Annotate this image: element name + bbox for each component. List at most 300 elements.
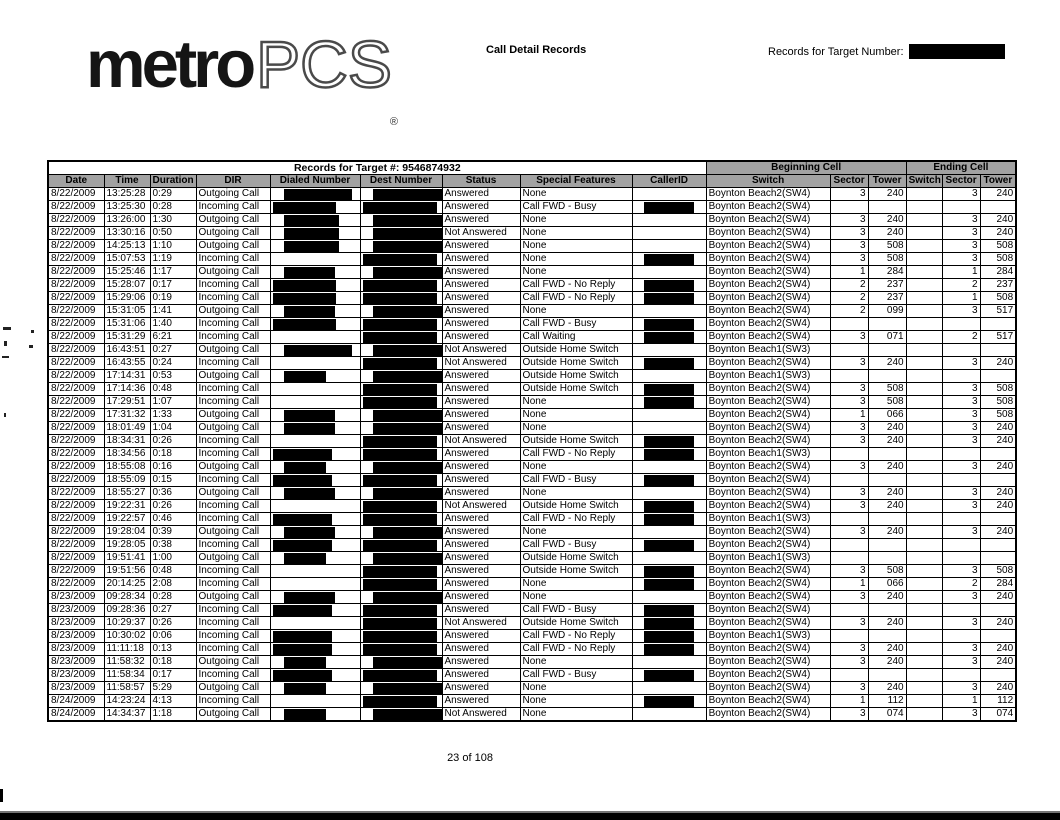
cell-time: 18:55:27 — [104, 487, 150, 500]
table-row — [48, 513, 1016, 526]
cell-dialed-number — [270, 344, 360, 357]
cell-end-tower: 508 — [980, 383, 1016, 396]
cell-end-tower: 508 — [980, 565, 1016, 578]
cell-dest-number — [360, 435, 442, 448]
redaction-box — [373, 306, 443, 317]
cell-begin-switch: Boynton Beach2(SW4) — [706, 656, 830, 669]
cell-begin-tower — [868, 669, 906, 682]
cell-begin-switch: Boynton Beach1(SW3) — [706, 513, 830, 526]
cell-end-sector: 3 — [942, 357, 980, 370]
cell-duration: 1:41 — [150, 305, 196, 318]
cell-dest-number — [360, 344, 442, 357]
cell-end-switch — [906, 487, 942, 500]
records-table-container — [47, 160, 1017, 722]
cell-duration: 0:17 — [150, 669, 196, 682]
cell-begin-sector — [830, 474, 868, 487]
cell-begin-switch: Boynton Beach2(SW4) — [706, 318, 830, 331]
cell-begin-sector: 3 — [830, 240, 868, 253]
cell-begin-switch: Boynton Beach2(SW4) — [706, 591, 830, 604]
cell-begin-tower — [868, 630, 906, 643]
cell-end-sector: 1 — [942, 266, 980, 279]
cell-date: 8/22/2009 — [48, 565, 104, 578]
cell-time: 18:55:08 — [104, 461, 150, 474]
cell-end-switch — [906, 279, 942, 292]
cell-special-features: None — [520, 409, 632, 422]
cell-time: 16:43:51 — [104, 344, 150, 357]
cell-begin-sector: 3 — [830, 357, 868, 370]
cell-begin-sector: 3 — [830, 526, 868, 539]
cell-status: Answered — [442, 266, 520, 279]
cell-time: 11:58:34 — [104, 669, 150, 682]
cell-begin-switch: Boynton Beach2(SW4) — [706, 227, 830, 240]
cell-dest-number — [360, 682, 442, 695]
cell-begin-sector — [830, 604, 868, 617]
cell-status: Answered — [442, 578, 520, 591]
cell-begin-sector: 3 — [830, 682, 868, 695]
cell-time: 14:25:13 — [104, 240, 150, 253]
cell-begin-sector: 3 — [830, 227, 868, 240]
cell-end-switch — [906, 708, 942, 722]
cell-end-sector: 1 — [942, 292, 980, 305]
cell-dest-number — [360, 331, 442, 344]
cell-dir: Outgoing Call — [196, 552, 270, 565]
redaction-box — [644, 436, 694, 447]
cell-dialed-number — [270, 318, 360, 331]
registered-trademark-icon: ® — [389, 116, 398, 128]
cell-duration: 0:50 — [150, 227, 196, 240]
cell-callerid — [632, 370, 706, 383]
cell-special-features: None — [520, 214, 632, 227]
table-row — [48, 617, 1016, 630]
cell-begin-tower — [868, 448, 906, 461]
cell-begin-switch: Boynton Beach2(SW4) — [706, 682, 830, 695]
cell-dialed-number — [270, 214, 360, 227]
redaction-box — [644, 631, 694, 642]
cell-callerid — [632, 448, 706, 461]
redaction-box — [644, 605, 694, 616]
cell-end-tower: 508 — [980, 292, 1016, 305]
metropcs-logo — [86, 26, 398, 128]
redaction-box — [373, 267, 443, 278]
cell-date: 8/22/2009 — [48, 552, 104, 565]
cell-status: Not Answered — [442, 708, 520, 722]
cell-end-tower: 240 — [980, 435, 1016, 448]
cell-status: Answered — [442, 682, 520, 695]
cell-date: 8/22/2009 — [48, 526, 104, 539]
cell-special-features: Call FWD - No Reply — [520, 630, 632, 643]
cell-time: 09:28:34 — [104, 591, 150, 604]
table-row — [48, 682, 1016, 695]
redaction-box — [284, 267, 335, 278]
cell-end-tower — [980, 318, 1016, 331]
redaction-box — [373, 488, 443, 499]
cell-end-switch — [906, 214, 942, 227]
cell-dir: Incoming Call — [196, 513, 270, 526]
cell-end-tower: 508 — [980, 240, 1016, 253]
redaction-box — [363, 397, 438, 408]
cell-date: 8/22/2009 — [48, 500, 104, 513]
redaction-box — [273, 670, 333, 681]
cell-end-tower — [980, 630, 1016, 643]
cell-callerid — [632, 630, 706, 643]
cell-duration: 0:16 — [150, 461, 196, 474]
redaction-box — [644, 449, 694, 460]
cell-end-sector — [942, 539, 980, 552]
cell-date: 8/23/2009 — [48, 682, 104, 695]
cell-dest-number — [360, 227, 442, 240]
table-row — [48, 331, 1016, 344]
table-row — [48, 669, 1016, 682]
cell-begin-tower: 240 — [868, 435, 906, 448]
cell-end-sector: 3 — [942, 396, 980, 409]
cell-date: 8/22/2009 — [48, 344, 104, 357]
cell-date: 8/22/2009 — [48, 266, 104, 279]
cell-dest-number — [360, 383, 442, 396]
cell-dir: Outgoing Call — [196, 656, 270, 669]
cell-callerid — [632, 656, 706, 669]
cell-begin-switch: Boynton Beach2(SW4) — [706, 266, 830, 279]
cell-end-switch — [906, 643, 942, 656]
table-row — [48, 604, 1016, 617]
cell-dialed-number — [270, 331, 360, 344]
cell-special-features: None — [520, 682, 632, 695]
cell-end-sector: 2 — [942, 279, 980, 292]
cell-dest-number — [360, 188, 442, 201]
cell-begin-sector: 3 — [830, 708, 868, 722]
cell-duration: 0:28 — [150, 201, 196, 214]
redaction-box — [363, 514, 438, 525]
cell-time: 13:26:00 — [104, 214, 150, 227]
cell-end-sector: 3 — [942, 617, 980, 630]
cell-date: 8/23/2009 — [48, 656, 104, 669]
target-number-line — [768, 44, 1005, 59]
table-row — [48, 305, 1016, 318]
cell-begin-sector: 1 — [830, 578, 868, 591]
cell-end-sector: 3 — [942, 409, 980, 422]
scan-artifact — [2, 356, 9, 358]
cell-duration: 0:18 — [150, 448, 196, 461]
redaction-box — [363, 644, 438, 655]
cell-dialed-number — [270, 591, 360, 604]
scan-artifact — [4, 341, 7, 346]
cell-status: Answered — [442, 214, 520, 227]
cell-date: 8/22/2009 — [48, 396, 104, 409]
cell-begin-switch: Boynton Beach2(SW4) — [706, 279, 830, 292]
cell-date: 8/22/2009 — [48, 422, 104, 435]
cell-callerid — [632, 331, 706, 344]
cell-begin-sector: 3 — [830, 396, 868, 409]
cell-begin-tower: 240 — [868, 422, 906, 435]
cell-time: 11:58:32 — [104, 656, 150, 669]
cell-special-features: Call FWD - Busy — [520, 669, 632, 682]
cell-callerid — [632, 214, 706, 227]
table-row — [48, 318, 1016, 331]
cell-end-tower: 240 — [980, 500, 1016, 513]
cell-begin-switch: Boynton Beach2(SW4) — [706, 305, 830, 318]
cell-dir: Incoming Call — [196, 604, 270, 617]
redaction-box — [644, 644, 694, 655]
cell-begin-sector: 3 — [830, 383, 868, 396]
cell-begin-tower: 240 — [868, 227, 906, 240]
cell-time: 15:31:05 — [104, 305, 150, 318]
cell-begin-sector: 2 — [830, 292, 868, 305]
cell-status: Answered — [442, 552, 520, 565]
scan-artifact — [4, 413, 6, 417]
cell-callerid — [632, 266, 706, 279]
redaction-box — [273, 644, 333, 655]
cell-status: Answered — [442, 383, 520, 396]
table-row — [48, 526, 1016, 539]
redaction-box — [363, 332, 438, 343]
cell-end-sector — [942, 344, 980, 357]
cell-begin-tower: 240 — [868, 617, 906, 630]
table-row — [48, 409, 1016, 422]
cell-begin-sector — [830, 448, 868, 461]
cell-special-features: None — [520, 227, 632, 240]
cell-dir: Incoming Call — [196, 383, 270, 396]
cell-dir: Outgoing Call — [196, 526, 270, 539]
col-header-special-features: Special Features — [520, 175, 632, 188]
document-title: Call Detail Records — [486, 44, 587, 56]
cell-dest-number — [360, 539, 442, 552]
cell-begin-sector: 3 — [830, 422, 868, 435]
redaction-box — [284, 306, 335, 317]
cell-special-features: Call FWD - Busy — [520, 201, 632, 214]
cell-callerid — [632, 487, 706, 500]
cell-callerid — [632, 500, 706, 513]
redaction-box — [363, 384, 438, 395]
cell-time: 17:14:31 — [104, 370, 150, 383]
cell-time: 19:51:41 — [104, 552, 150, 565]
cell-status: Not Answered — [442, 500, 520, 513]
cell-end-switch — [906, 370, 942, 383]
table-group-header-row — [48, 161, 1016, 175]
cell-dialed-number — [270, 240, 360, 253]
cell-begin-switch: Boynton Beach2(SW4) — [706, 604, 830, 617]
cell-end-switch — [906, 409, 942, 422]
cell-dir: Incoming Call — [196, 396, 270, 409]
cell-begin-tower: 284 — [868, 266, 906, 279]
cell-begin-switch: Boynton Beach1(SW3) — [706, 370, 830, 383]
cell-end-tower: 240 — [980, 643, 1016, 656]
cell-status: Answered — [442, 630, 520, 643]
col-header-dir: DIR — [196, 175, 270, 188]
cell-dir: Outgoing Call — [196, 370, 270, 383]
cell-end-tower — [980, 448, 1016, 461]
cell-special-features: Outside Home Switch — [520, 344, 632, 357]
cell-begin-tower: 240 — [868, 214, 906, 227]
cell-duration: 0:24 — [150, 357, 196, 370]
cell-duration: 0:17 — [150, 279, 196, 292]
cell-begin-tower: 240 — [868, 643, 906, 656]
redaction-box — [363, 618, 438, 629]
target-number-redaction-box — [909, 44, 1005, 59]
table-row — [48, 656, 1016, 669]
cell-begin-tower: 237 — [868, 279, 906, 292]
cell-status: Answered — [442, 188, 520, 201]
redaction-box — [644, 696, 694, 707]
cell-begin-sector — [830, 201, 868, 214]
redaction-box — [284, 345, 352, 356]
cell-date: 8/22/2009 — [48, 474, 104, 487]
cell-begin-switch: Boynton Beach2(SW4) — [706, 617, 830, 630]
cell-duration: 1:33 — [150, 409, 196, 422]
cell-dest-number — [360, 643, 442, 656]
cell-dest-number — [360, 461, 442, 474]
redaction-box — [373, 462, 443, 473]
cell-dest-number — [360, 487, 442, 500]
cell-end-tower — [980, 370, 1016, 383]
redaction-box — [644, 202, 694, 213]
redaction-box — [273, 449, 333, 460]
cell-dest-number — [360, 565, 442, 578]
cell-time: 19:51:56 — [104, 565, 150, 578]
cell-end-switch — [906, 669, 942, 682]
cell-special-features: Outside Home Switch — [520, 370, 632, 383]
cell-date: 8/22/2009 — [48, 539, 104, 552]
table-row — [48, 396, 1016, 409]
cell-end-switch — [906, 565, 942, 578]
cell-dest-number — [360, 617, 442, 630]
cell-dialed-number — [270, 396, 360, 409]
cell-callerid — [632, 708, 706, 722]
cell-dest-number — [360, 201, 442, 214]
redaction-box — [363, 670, 438, 681]
cell-dialed-number — [270, 474, 360, 487]
cell-time: 19:22:31 — [104, 500, 150, 513]
cell-dialed-number — [270, 708, 360, 722]
cell-duration: 0:48 — [150, 565, 196, 578]
redaction-box — [373, 683, 443, 694]
cell-duration: 0:18 — [150, 656, 196, 669]
redaction-box — [373, 371, 443, 382]
cell-dir: Outgoing Call — [196, 214, 270, 227]
cell-special-features: Outside Home Switch — [520, 435, 632, 448]
redaction-box — [373, 189, 443, 200]
cell-begin-switch: Boynton Beach2(SW4) — [706, 409, 830, 422]
cell-date: 8/22/2009 — [48, 435, 104, 448]
cell-end-tower: 237 — [980, 279, 1016, 292]
cell-dialed-number — [270, 539, 360, 552]
cell-duration: 0:13 — [150, 643, 196, 656]
table-row — [48, 630, 1016, 643]
cell-begin-tower — [868, 474, 906, 487]
table-row — [48, 422, 1016, 435]
cell-dialed-number — [270, 409, 360, 422]
redaction-box — [644, 670, 694, 681]
table-column-header-row — [48, 175, 1016, 188]
cell-end-sector: 3 — [942, 227, 980, 240]
cell-dir: Incoming Call — [196, 500, 270, 513]
cell-begin-switch: Boynton Beach1(SW3) — [706, 448, 830, 461]
cell-special-features: Call FWD - No Reply — [520, 279, 632, 292]
cell-end-tower: 240 — [980, 357, 1016, 370]
redaction-box — [363, 202, 438, 213]
cell-time: 17:14:36 — [104, 383, 150, 396]
cell-end-switch — [906, 448, 942, 461]
cell-end-switch — [906, 513, 942, 526]
cell-dest-number — [360, 292, 442, 305]
cell-dir: Outgoing Call — [196, 409, 270, 422]
cell-begin-switch: Boynton Beach2(SW4) — [706, 201, 830, 214]
cell-end-tower: 240 — [980, 227, 1016, 240]
col-header-begin-sector: Sector — [830, 175, 868, 188]
cell-special-features: None — [520, 526, 632, 539]
cell-begin-tower: 240 — [868, 682, 906, 695]
cell-begin-sector: 3 — [830, 435, 868, 448]
cell-dest-number — [360, 526, 442, 539]
cell-duration: 0:48 — [150, 383, 196, 396]
cell-dialed-number — [270, 188, 360, 201]
cell-begin-switch: Boynton Beach2(SW4) — [706, 487, 830, 500]
redaction-box — [644, 579, 694, 590]
redaction-box — [284, 657, 327, 668]
cell-callerid — [632, 578, 706, 591]
cell-end-sector: 3 — [942, 643, 980, 656]
cell-end-sector: 3 — [942, 565, 980, 578]
cell-dir: Incoming Call — [196, 357, 270, 370]
redaction-box — [644, 501, 694, 512]
redaction-box — [273, 202, 337, 213]
redaction-box — [284, 488, 335, 499]
cell-end-switch — [906, 578, 942, 591]
cell-dir: Outgoing Call — [196, 240, 270, 253]
logo-metro-text: metro — [86, 27, 253, 102]
cell-dest-number — [360, 409, 442, 422]
cell-end-switch — [906, 526, 942, 539]
cell-end-sector: 3 — [942, 526, 980, 539]
cell-dir: Incoming Call — [196, 201, 270, 214]
cell-begin-sector: 2 — [830, 279, 868, 292]
cell-end-tower: 240 — [980, 461, 1016, 474]
col-header-time: Time — [104, 175, 150, 188]
cell-begin-tower: 112 — [868, 695, 906, 708]
cell-special-features: Call Waiting — [520, 331, 632, 344]
redaction-box — [284, 215, 339, 226]
cell-end-tower: 517 — [980, 305, 1016, 318]
cell-begin-switch: Boynton Beach2(SW4) — [706, 422, 830, 435]
redaction-box — [284, 371, 327, 382]
cell-end-tower — [980, 474, 1016, 487]
cell-begin-tower — [868, 344, 906, 357]
redaction-box — [363, 605, 438, 616]
col-header-begin-switch: Switch — [706, 175, 830, 188]
cell-special-features: None — [520, 240, 632, 253]
redaction-box — [373, 592, 443, 603]
cell-begin-sector — [830, 539, 868, 552]
redaction-box — [373, 345, 443, 356]
cell-dir: Outgoing Call — [196, 422, 270, 435]
cell-date: 8/22/2009 — [48, 370, 104, 383]
cell-special-features: Outside Home Switch — [520, 500, 632, 513]
cell-end-tower — [980, 604, 1016, 617]
cell-time: 13:30:16 — [104, 227, 150, 240]
cell-status: Answered — [442, 487, 520, 500]
redaction-box — [363, 436, 438, 447]
cell-end-sector — [942, 669, 980, 682]
cell-begin-tower: 240 — [868, 526, 906, 539]
redaction-box — [644, 514, 694, 525]
cell-callerid — [632, 201, 706, 214]
cell-time: 18:34:31 — [104, 435, 150, 448]
cell-end-switch — [906, 240, 942, 253]
cell-status: Answered — [442, 253, 520, 266]
redaction-box — [644, 540, 694, 551]
cell-dest-number — [360, 500, 442, 513]
cell-begin-tower: 071 — [868, 331, 906, 344]
cell-duration: 0:38 — [150, 539, 196, 552]
cell-dialed-number — [270, 526, 360, 539]
